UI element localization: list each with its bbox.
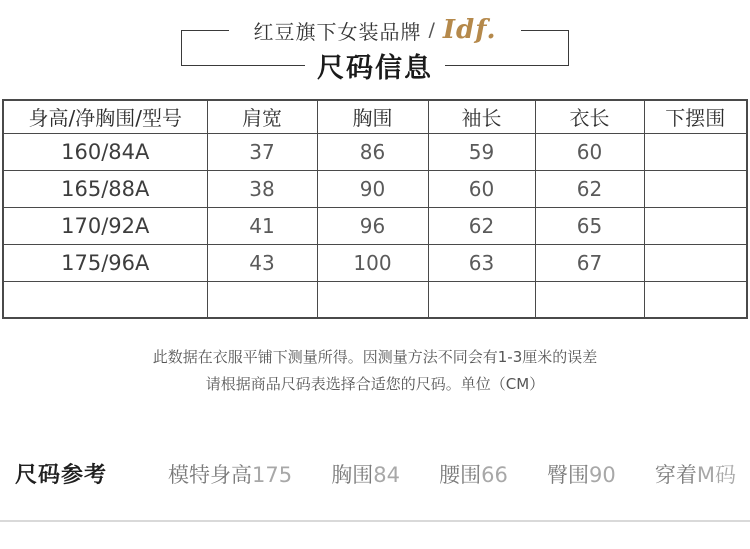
size-reference-item: [655, 459, 736, 489]
size-reference-label: 穿着: [654, 463, 697, 487]
decorative-line: [521, 30, 569, 31]
bracket-left-line: [181, 30, 182, 65]
measurement-cell: 43: [207, 244, 317, 281]
measurement-cell: 62: [535, 170, 644, 207]
size-reference-label: 胸围: [331, 463, 374, 487]
measurement-cell: 86: [317, 133, 428, 170]
size-reference-value: 175: [252, 463, 293, 487]
measurement-cell: 41: [207, 207, 317, 244]
measurement-cell: [428, 281, 535, 318]
measurement-cell: 65: [535, 207, 644, 244]
page-title: 尺码信息: [317, 52, 433, 84]
size-reference-label: 腰围: [439, 463, 482, 487]
column-header: 胸围: [317, 100, 428, 133]
column-header: 肩宽: [207, 100, 317, 133]
size-reference-item: [331, 459, 400, 489]
size-reference-value: 90: [588, 463, 616, 487]
table-row: [3, 133, 747, 170]
measurement-cell: [644, 281, 747, 318]
measurement-cell: [317, 281, 428, 318]
measurement-cell: 62: [428, 207, 535, 244]
column-header: 衣长: [535, 100, 644, 133]
size-label-cell: 170/92A: [3, 207, 207, 244]
measurement-cell: 90: [317, 170, 428, 207]
decorative-line: [181, 65, 305, 66]
measurement-cell: [535, 281, 644, 318]
column-header: 袖长: [428, 100, 535, 133]
size-label-cell: [3, 281, 207, 318]
measurement-cell: 67: [535, 244, 644, 281]
note-line-2: 请根据商品尺码表选择合适您的尺码。单位（CM）: [205, 375, 545, 393]
measurement-cell: [644, 133, 747, 170]
measurement-cell: 100: [317, 244, 428, 281]
measurement-cell: [644, 170, 747, 207]
column-header: 身高/净胸围/型号: [3, 100, 207, 133]
measurement-cell: 96: [317, 207, 428, 244]
note-line-1: 此数据在衣服平铺下测量所得。因测量方法不同会有1-3厘米的误差: [152, 348, 598, 366]
size-label-cell: 175/96A: [3, 244, 207, 281]
brand-line: [229, 16, 520, 45]
size-reference-value: 84: [373, 463, 400, 487]
brand-name: 红豆旗下女装品牌: [253, 19, 422, 44]
column-header: 下摆围: [644, 100, 747, 133]
size-reference-section: [15, 458, 736, 489]
size-reference-items: [168, 459, 736, 489]
measurement-cell: [207, 281, 317, 318]
size-reference-label: 臀围: [546, 463, 589, 487]
size-reference-item: [547, 459, 616, 489]
table-header-row: [3, 100, 747, 133]
decorative-line: [445, 65, 569, 66]
measurement-cell: 38: [207, 170, 317, 207]
brand-row: [181, 12, 569, 48]
size-reference-item: [439, 459, 508, 489]
bracket-right-line: [568, 30, 569, 65]
measurement-cell: [644, 207, 747, 244]
measurement-cell: 63: [428, 244, 535, 281]
size-reference-value: 66: [481, 463, 508, 487]
size-reference-title: 尺码参考: [15, 463, 108, 488]
bottom-divider: [0, 520, 750, 522]
table-row: [3, 207, 747, 244]
size-table: [2, 99, 748, 319]
measurement-cell: 37: [207, 133, 317, 170]
measurement-cell: 59: [428, 133, 535, 170]
table-row: [3, 244, 747, 281]
size-label-cell: 160/84A: [3, 133, 207, 170]
decorative-line: [181, 30, 229, 31]
table-row: [3, 170, 747, 207]
measurement-cell: 60: [535, 133, 644, 170]
measurement-cell: [644, 244, 747, 281]
header: [181, 12, 569, 82]
brand-separator: /: [428, 19, 436, 41]
size-reference-value: M码: [696, 463, 736, 487]
size-reference-label: 模特身高: [168, 463, 252, 487]
measurement-cell: 60: [428, 170, 535, 207]
size-info-page: [0, 12, 750, 522]
title-row: [181, 48, 569, 82]
size-reference-item: [168, 459, 292, 489]
brand-logo: Idf.: [442, 15, 497, 45]
measurement-note: [0, 344, 750, 398]
table-row: [3, 281, 747, 318]
size-label-cell: 165/88A: [3, 170, 207, 207]
